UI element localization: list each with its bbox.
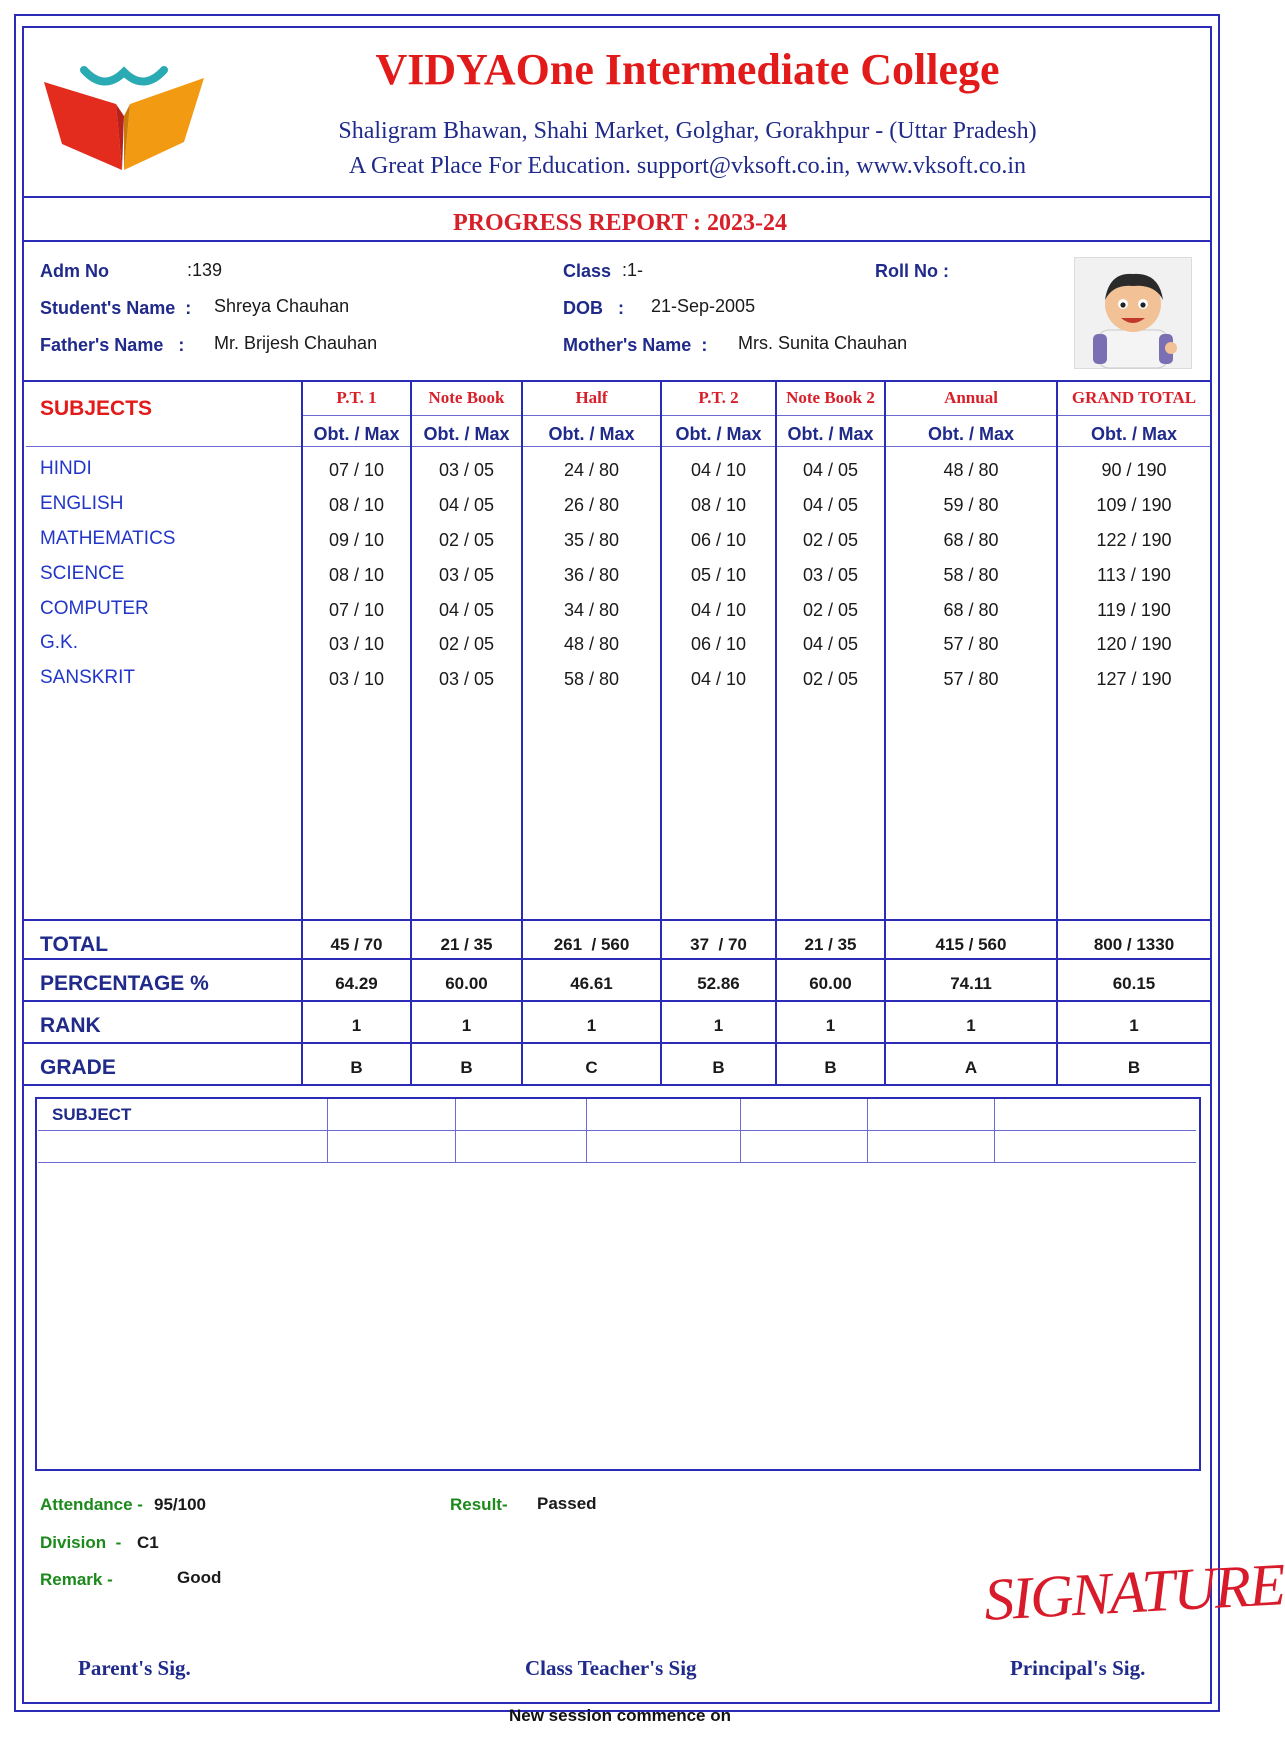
score-cell: 03 / 05 bbox=[802, 565, 859, 585]
subject-name: SANSKRIT bbox=[40, 667, 136, 688]
score-cell: 57 / 80 bbox=[943, 634, 999, 654]
summary-value: 1 bbox=[1129, 1016, 1139, 1035]
score-cell: 34 / 80 bbox=[563, 600, 620, 620]
score-cell: 02 / 05 bbox=[802, 669, 859, 689]
session-note: New session commence on bbox=[508, 1706, 732, 1725]
class-label: Class bbox=[563, 261, 612, 281]
column-header-3: P.T. 2 bbox=[698, 388, 739, 407]
score-cell: 68 / 80 bbox=[943, 600, 999, 620]
score-cell: 35 / 80 bbox=[563, 530, 620, 550]
dob-value: 21-Sep-2005 bbox=[651, 296, 756, 316]
summary-value: 261 / 560 bbox=[553, 935, 630, 954]
score-cell: 04 / 05 bbox=[802, 460, 859, 480]
result-value: Passed bbox=[537, 1494, 597, 1513]
score-cell: 36 / 80 bbox=[563, 565, 620, 585]
score-cell: 119 / 190 bbox=[1097, 600, 1171, 620]
summary-value: 52.86 bbox=[697, 974, 740, 993]
summary-value: 1 bbox=[586, 1016, 597, 1035]
subject-name: SCIENCE bbox=[40, 563, 125, 584]
subject-name: MATHEMATICS bbox=[40, 528, 176, 549]
parent-signature-label: Parent's Sig. bbox=[78, 1656, 191, 1680]
score-cell: 58 / 80 bbox=[943, 565, 999, 585]
score-cell: 03 / 05 bbox=[438, 460, 495, 480]
score-cell: 59 / 80 bbox=[943, 495, 999, 515]
remark-label: Remark - bbox=[40, 1570, 113, 1589]
summary-value: 21 / 35 bbox=[440, 935, 493, 954]
score-cell: 08 / 10 bbox=[690, 495, 747, 515]
score-cell: 06 / 10 bbox=[690, 530, 747, 550]
summary-value: A bbox=[964, 1058, 978, 1077]
column-subheader-6: Obt. / Max bbox=[1090, 424, 1177, 444]
score-cell: 48 / 80 bbox=[943, 460, 999, 480]
class-teacher-signature-label: Class Teacher's Sig bbox=[525, 1656, 697, 1680]
summary-value: 64.29 bbox=[335, 974, 378, 993]
column-subheader-3: Obt. / Max bbox=[675, 424, 762, 444]
college-address: Shaligram Bhawan, Shahi Market, Golghar, Gorakhpur - (Uttar Pradesh) bbox=[338, 118, 1037, 144]
subject-name: COMPUTER bbox=[40, 598, 149, 619]
father-name-label: Father's Name : bbox=[40, 335, 185, 355]
summary-value: 74.11 bbox=[950, 974, 992, 993]
summary-value: 1 bbox=[825, 1016, 836, 1035]
score-cell: 68 / 80 bbox=[943, 530, 999, 550]
score-cell: 04 / 05 bbox=[802, 634, 859, 654]
score-cell: 06 / 10 bbox=[690, 634, 747, 654]
attendance-value: 95/100 bbox=[154, 1495, 206, 1514]
score-cell: 127 / 190 bbox=[1096, 669, 1172, 689]
summary-value: 1 bbox=[351, 1016, 362, 1035]
summary-value: B bbox=[350, 1058, 363, 1077]
score-cell: 04 / 10 bbox=[690, 669, 747, 689]
student-avatar-icon bbox=[1075, 258, 1191, 368]
principal-signature-label: Principal's Sig. bbox=[1010, 1656, 1146, 1680]
student-name-label: Student's Name : bbox=[40, 298, 192, 318]
column-header-1: Note Book bbox=[428, 388, 505, 407]
summary-value: 46.61 bbox=[570, 974, 613, 993]
co-subject-header: SUBJECT bbox=[52, 1105, 132, 1124]
summary-value: 60.00 bbox=[445, 974, 488, 993]
score-cell: 05 / 10 bbox=[690, 565, 747, 585]
attendance-label: Attendance - bbox=[40, 1495, 148, 1514]
dob-label: DOB : bbox=[563, 298, 624, 318]
score-cell: 04 / 10 bbox=[690, 460, 747, 480]
column-header-0: P.T. 1 bbox=[336, 388, 377, 407]
subject-name: G.K. bbox=[40, 632, 79, 653]
score-cell: 90 / 190 bbox=[1101, 460, 1167, 480]
summary-value: 1 bbox=[966, 1016, 976, 1035]
co-scholastic-box bbox=[35, 1097, 1201, 1471]
score-cell: 109 / 190 bbox=[1096, 495, 1172, 515]
score-cell: 03 / 05 bbox=[438, 669, 495, 689]
summary-value: 21 / 35 bbox=[804, 935, 857, 954]
score-cell: 120 / 190 bbox=[1096, 634, 1172, 654]
summary-label: PERCENTAGE % bbox=[40, 972, 209, 995]
student-photo bbox=[1074, 257, 1192, 369]
score-cell: 24 / 80 bbox=[563, 460, 620, 480]
result-label: Result- bbox=[450, 1495, 508, 1514]
division-value: C1 bbox=[137, 1533, 159, 1552]
score-cell: 02 / 05 bbox=[802, 530, 859, 550]
mother-name-label: Mother's Name : bbox=[563, 335, 708, 355]
summary-label: RANK bbox=[40, 1014, 101, 1037]
score-cell: 04 / 05 bbox=[802, 495, 859, 515]
score-cell: 122 / 190 bbox=[1096, 530, 1172, 550]
column-header-2: Half bbox=[575, 388, 608, 407]
summary-value: B bbox=[460, 1058, 473, 1077]
column-header-4: Note Book 2 bbox=[786, 388, 875, 407]
score-cell: 04 / 10 bbox=[690, 600, 747, 620]
score-cell: 03 / 10 bbox=[328, 634, 385, 654]
college-name: VIDYAOne Intermediate College bbox=[375, 45, 1000, 94]
score-cell: 58 / 80 bbox=[563, 669, 620, 689]
subject-name: HINDI bbox=[40, 458, 92, 479]
score-cell: 02 / 05 bbox=[438, 530, 495, 550]
class-value: :1- bbox=[622, 260, 644, 280]
score-cell: 08 / 10 bbox=[328, 565, 385, 585]
score-cell: 48 / 80 bbox=[563, 634, 620, 654]
summary-value: 60.00 bbox=[809, 974, 852, 993]
mother-name-value: Mrs. Sunita Chauhan bbox=[738, 333, 908, 353]
summary-value: 800 / 1330 bbox=[1093, 935, 1175, 954]
score-cell: 07 / 10 bbox=[328, 600, 385, 620]
summary-value: C bbox=[585, 1058, 598, 1077]
remark-value: Good bbox=[177, 1568, 222, 1587]
score-cell: 113 / 190 bbox=[1097, 565, 1171, 585]
column-header-5: Annual bbox=[944, 388, 998, 407]
score-cell: 08 / 10 bbox=[328, 495, 385, 515]
summary-label: TOTAL bbox=[40, 933, 109, 956]
score-cell: 02 / 05 bbox=[438, 634, 495, 654]
report-title: PROGRESS REPORT : 2023-24 bbox=[452, 210, 788, 236]
college-tagline: A Great Place For Education. support@vksoft.co.in, www.vksoft.co.in bbox=[348, 153, 1027, 179]
column-subheader-2: Obt. / Max bbox=[548, 424, 635, 444]
summary-value: 415 / 560 bbox=[935, 935, 1007, 954]
summary-value: B bbox=[712, 1058, 725, 1077]
score-cell: 04 / 05 bbox=[438, 600, 495, 620]
summary-value: B bbox=[824, 1058, 837, 1077]
adm-no-label: Adm No bbox=[40, 261, 109, 281]
student-name-value: Shreya Chauhan bbox=[214, 296, 350, 316]
score-cell: 04 / 05 bbox=[438, 495, 495, 515]
father-name-value: Mr. Brijesh Chauhan bbox=[214, 333, 378, 353]
score-cell: 03 / 10 bbox=[328, 669, 385, 689]
score-cell: 07 / 10 bbox=[328, 460, 385, 480]
column-subheader-0: Obt. / Max bbox=[313, 424, 400, 444]
score-cell: 26 / 80 bbox=[563, 495, 620, 515]
summary-value: B bbox=[1127, 1058, 1141, 1077]
summary-value: 1 bbox=[461, 1016, 472, 1035]
summary-value: 37 / 70 bbox=[690, 935, 747, 954]
score-cell: 02 / 05 bbox=[802, 600, 859, 620]
signature-stamp: SIGNATURE bbox=[982, 1551, 1285, 1633]
subject-name: ENGLISH bbox=[40, 493, 124, 514]
subjects-header: SUBJECTS bbox=[40, 397, 153, 420]
division-label: Division - bbox=[40, 1533, 122, 1552]
summary-value: 45 / 70 bbox=[330, 935, 383, 954]
roll-no-label: Roll No : bbox=[875, 261, 949, 281]
column-subheader-4: Obt. / Max bbox=[787, 424, 874, 444]
score-cell: 09 / 10 bbox=[328, 530, 385, 550]
score-cell: 57 / 80 bbox=[943, 669, 999, 689]
score-cell: 03 / 05 bbox=[438, 565, 495, 585]
column-subheader-1: Obt. / Max bbox=[423, 424, 510, 444]
summary-value: 1 bbox=[713, 1016, 724, 1035]
adm-no-value: :139 bbox=[187, 260, 223, 280]
column-subheader-5: Obt. / Max bbox=[927, 424, 1014, 444]
summary-label: GRADE bbox=[40, 1056, 116, 1079]
column-header-6: GRAND TOTAL bbox=[1071, 388, 1197, 407]
summary-value: 60.15 bbox=[1112, 974, 1156, 993]
